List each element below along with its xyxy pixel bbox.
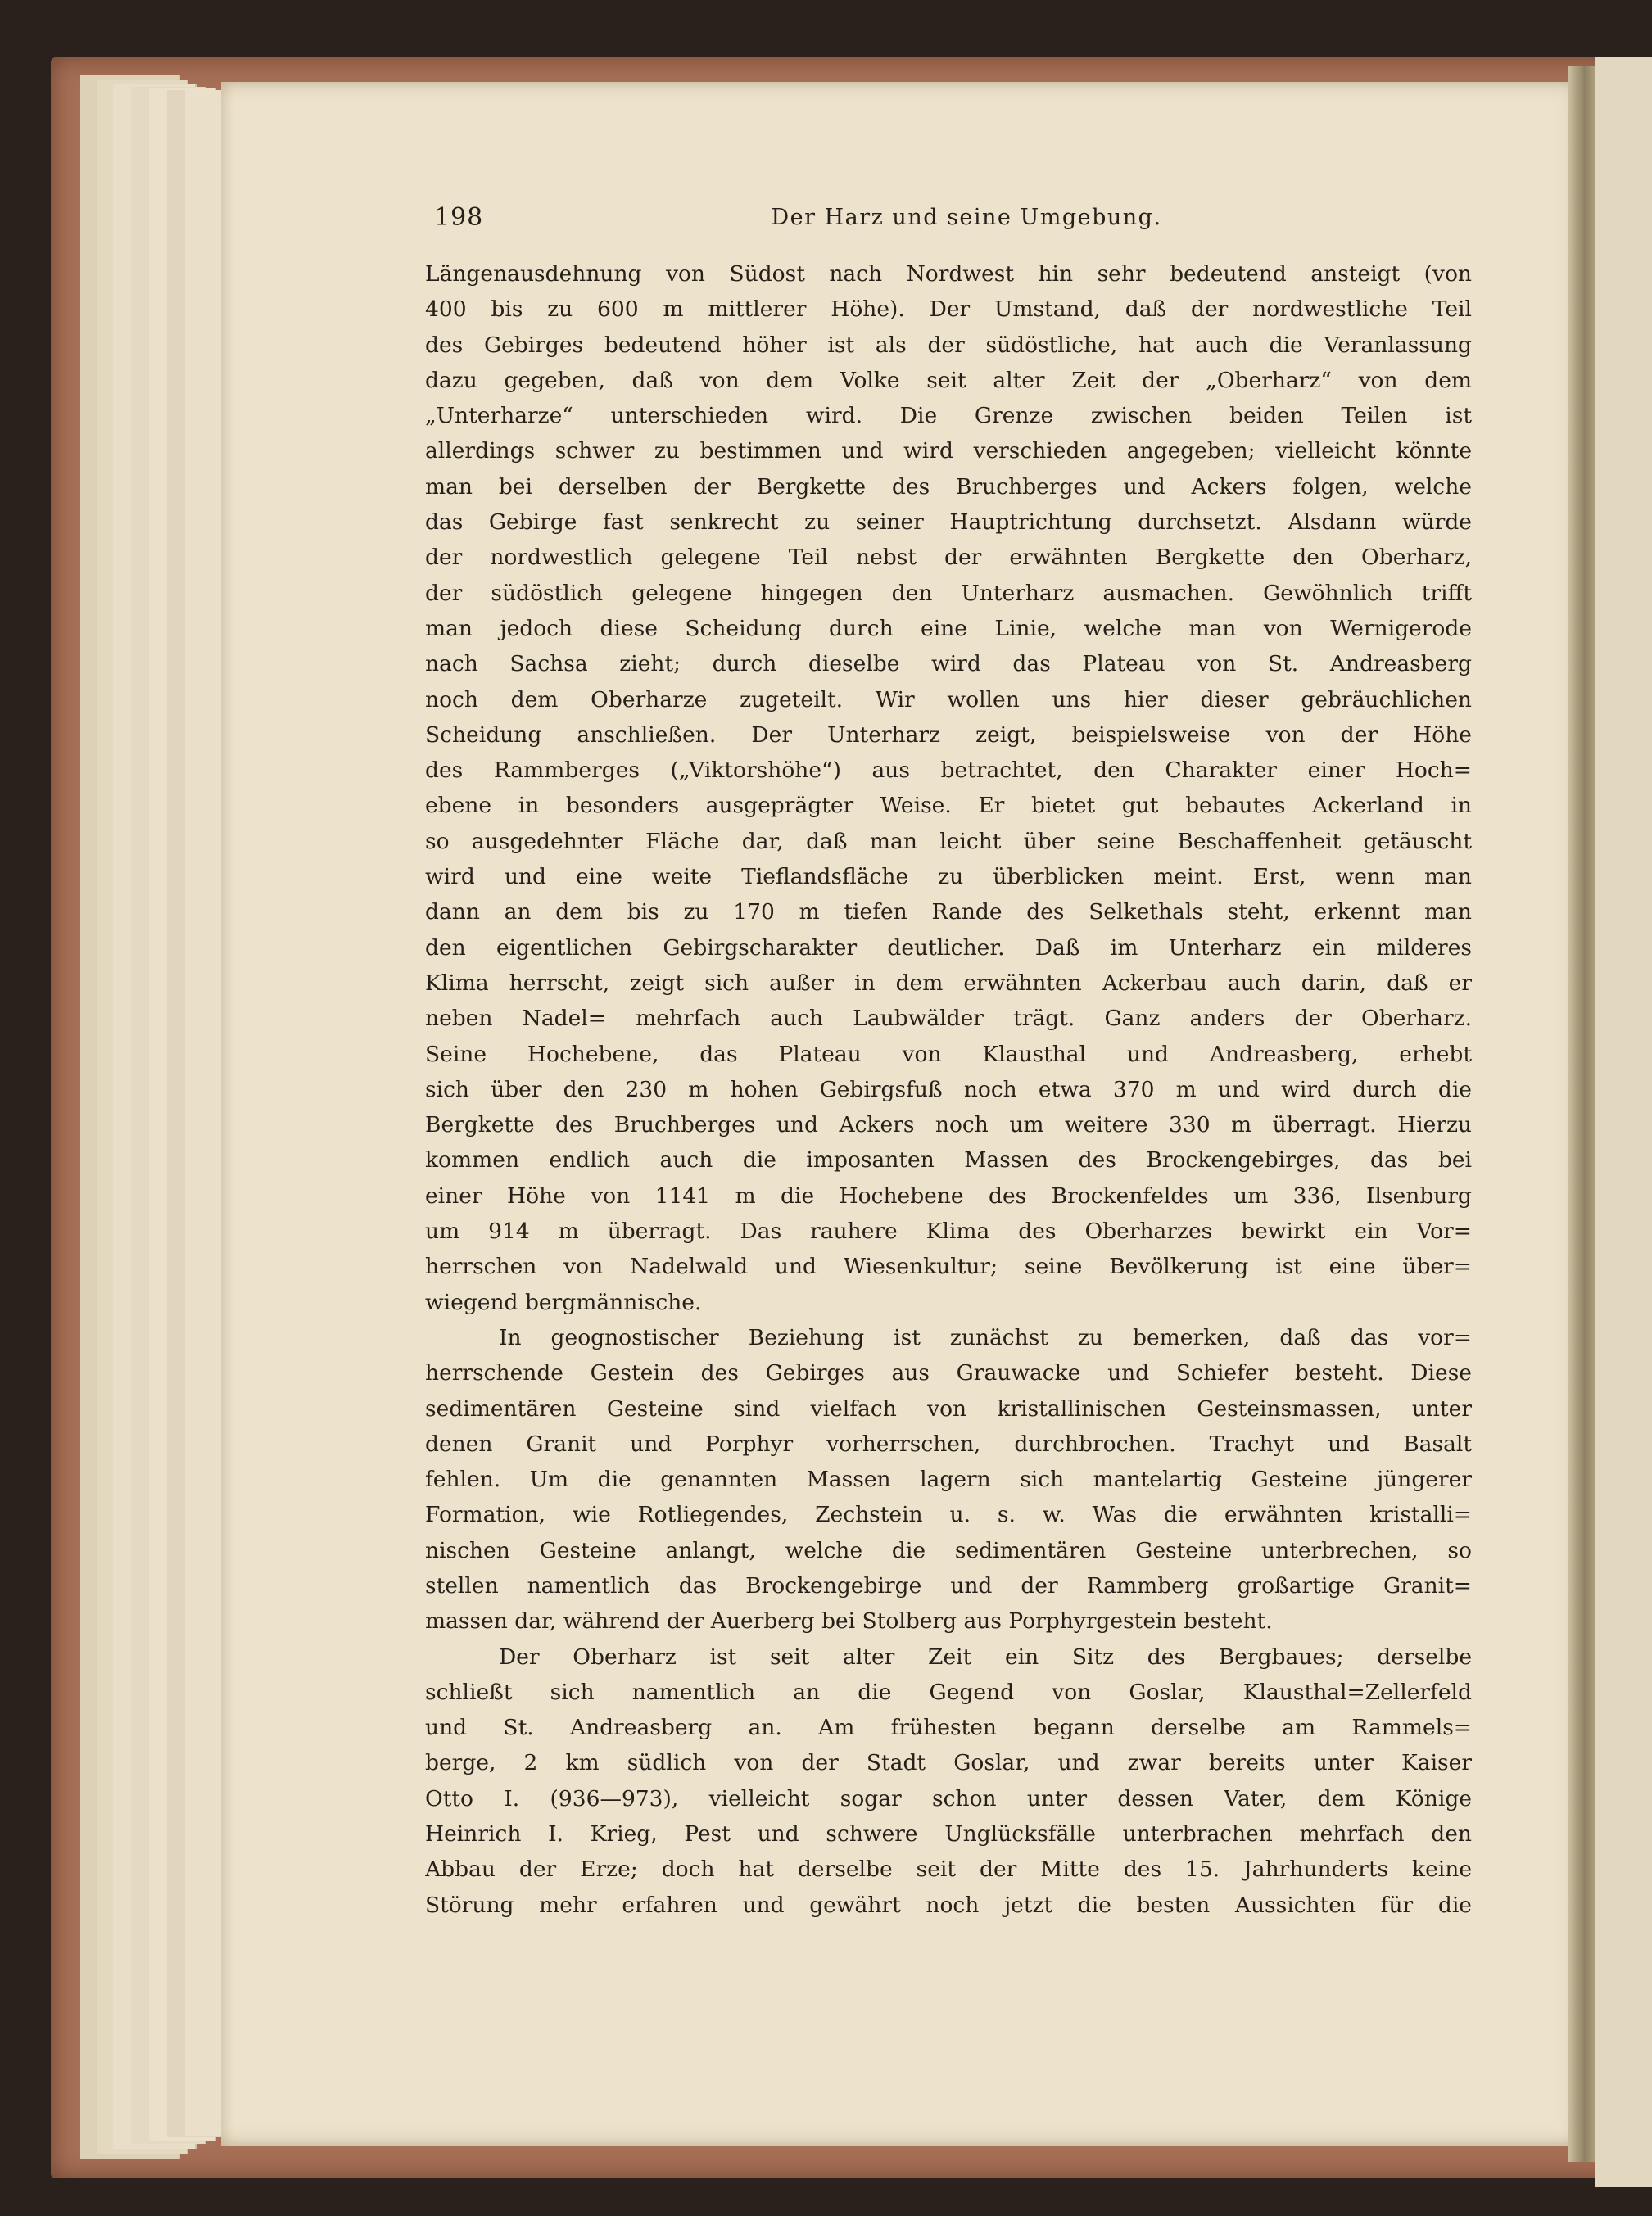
text-line: In geognostischer Beziehung ist zunächst zu bemerken, daß das vor= <box>499 1324 1472 1350</box>
text-line: um 914 m überragt. Das rauhere Klima des Oberharzes bewirkt ein Vor= <box>425 1219 1472 1245</box>
text-line: berge, 2 km südlich von der Stadt Goslar, und zwar bereits unter Kaiser <box>425 1750 1472 1776</box>
text-line: sich über den 230 m hohen Gebirgsfuß noch etwa 370 m und wird durch die <box>425 1076 1472 1102</box>
text-line: kommen endlich auch die imposanten Massen des Brockengebirges, das bei <box>425 1147 1472 1174</box>
text-line: neben Nadel= mehrfach auch Laubwälder trägt. Ganz anders der Oberharz. <box>425 1006 1472 1032</box>
text-line: „Unterharze“ unterschieden wird. Die Grenze zwischen beiden Teilen ist <box>425 403 1472 429</box>
text-line: allerdings schwer zu bestimmen und wird verschieden angegeben; vielleicht könnte <box>425 438 1472 464</box>
text-line: massen dar, während der Auerberg bei Stolberg aus Porphyrgestein besteht. <box>425 1608 1273 1635</box>
body-text <box>425 256 1472 1923</box>
text-line: herrschende Gestein des Gebirges aus Grauwacke und Schiefer besteht. Diese <box>425 1360 1472 1386</box>
text-line: schließt sich namentlich an die Gegend von Goslar, Klausthal=Zellerfeld <box>425 1679 1472 1705</box>
page-number: 198 <box>434 203 484 232</box>
text-line: sedimentären Gesteine sind vielfach von kristallinischen Gesteinsmassen, unter <box>425 1395 1472 1422</box>
text-line: das Gebirge fast senkrecht zu seiner Hauptrichtung durchsetzt. Alsdann würde <box>425 509 1472 536</box>
text-line: Der Oberharz ist seit alter Zeit ein Sitz des Bergbaues; derselbe <box>499 1644 1472 1670</box>
text-line: einer Höhe von 1141 m die Hochebene des Brockenfeldes um 336, Ilsenburg <box>425 1183 1472 1209</box>
text-line: Scheidung anschließen. Der Unterharz zeigt, beispielsweise von der Höhe <box>425 721 1472 748</box>
text-line: Längenausdehnung von Südost nach Nordwest hin sehr bedeutend ansteigt (von <box>425 261 1472 287</box>
text-line: Formation, wie Rotliegendes, Zechstein u. s. w. Was die erwähnten kristalli= <box>425 1502 1472 1528</box>
opposite-page <box>1595 57 1652 2187</box>
text-line: 400 bis zu 600 m mittlerer Höhe). Der Umstand, daß der nordwestliche Teil <box>425 296 1472 323</box>
text-line: der nordwestlich gelegene Teil nebst der erwähnten Bergkette den Oberharz, <box>425 545 1472 571</box>
text-line: ebene in besonders ausgeprägter Weise. Er bietet gut bebautes Ackerland in <box>425 793 1472 819</box>
text-line: nach Sachsa zieht; durch dieselbe wird das Plateau von St. Andreasberg <box>425 651 1472 677</box>
text-line: Seine Hochebene, das Plateau von Klausthal und Andreasberg, erhebt <box>425 1041 1472 1067</box>
running-title: Der Harz und seine Umgebung. <box>771 205 1162 230</box>
text-line: des Gebirges bedeutend höher ist als der südöstliche, hat auch die Veranlassung <box>425 332 1472 358</box>
text-line: fehlen. Um die genannten Massen lagern sich mantelartig Gesteine jüngerer <box>425 1467 1472 1493</box>
text-line: Störung mehr erfahren und gewährt noch jetzt die besten Aussichten für die <box>425 1892 1472 1918</box>
text-line: Bergkette des Bruchberges und Ackers noch um weitere 330 m überragt. Hierzu <box>425 1112 1472 1138</box>
text-line: Heinrich I. Krieg, Pest und schwere Unglücksfälle unterbrachen mehrfach den <box>425 1821 1472 1847</box>
text-line: man jedoch diese Scheidung durch eine Linie, welche man von Wernigerode <box>425 615 1472 641</box>
book-gutter <box>1568 66 1598 2162</box>
text-line: und St. Andreasberg an. Am frühesten begann derselbe am Rammels= <box>425 1715 1472 1741</box>
page-header <box>434 203 1499 236</box>
text-line: Otto I. (936—973), vielleicht sogar schon unter dessen Vater, dem Könige <box>425 1785 1472 1811</box>
text-line: nischen Gesteine anlangt, welche die sedimentären Gesteine unterbrechen, so <box>425 1537 1472 1563</box>
text-line: wiegend bergmännische. <box>425 1289 702 1315</box>
text-line: den eigentlichen Gebirgscharakter deutlicher. Daß im Unterharz ein milderes <box>425 934 1472 961</box>
text-line: der südöstlich gelegene hingegen den Unterharz ausmachen. Gewöhnlich trifft <box>425 580 1472 606</box>
text-line: Abbau der Erze; doch hat derselbe seit der Mitte des 15. Jahrhunderts keine <box>425 1856 1472 1883</box>
text-line: herrschen von Nadelwald und Wiesenkultur; seine Bevölkerung ist eine über= <box>425 1254 1472 1280</box>
text-line: wird und eine weite Tieflandsfläche zu überblicken meint. Erst, wenn man <box>425 864 1472 890</box>
text-line: stellen namentlich das Brockengebirge und der Rammberg großartige Granit= <box>425 1572 1472 1599</box>
text-line: noch dem Oberharze zugeteilt. Wir wollen uns hier dieser gebräuchlichen <box>425 686 1472 712</box>
text-line: man bei derselben der Bergkette des Bruchberges und Ackers folgen, welche <box>425 473 1472 500</box>
text-line: dann an dem bis zu 170 m tiefen Rande des Selkethals steht, erkennt man <box>425 899 1472 925</box>
text-line: so ausgedehnter Fläche dar, daß man leicht über seine Beschaffenheit getäuscht <box>425 828 1472 854</box>
text-line: Klima herrscht, zeigt sich außer in dem erwähnten Ackerbau auch darin, daß er <box>425 970 1472 996</box>
text-line: dazu gegeben, daß von dem Volke seit alter Zeit der „Oberharz“ von dem <box>425 367 1472 393</box>
text-line: des Rammberges („Viktorshöhe“) aus betrachtet, den Charakter einer Hoch= <box>425 758 1472 784</box>
text-line: denen Granit und Porphyr vorherrschen, durchbrochen. Trachyt und Basalt <box>425 1431 1472 1457</box>
